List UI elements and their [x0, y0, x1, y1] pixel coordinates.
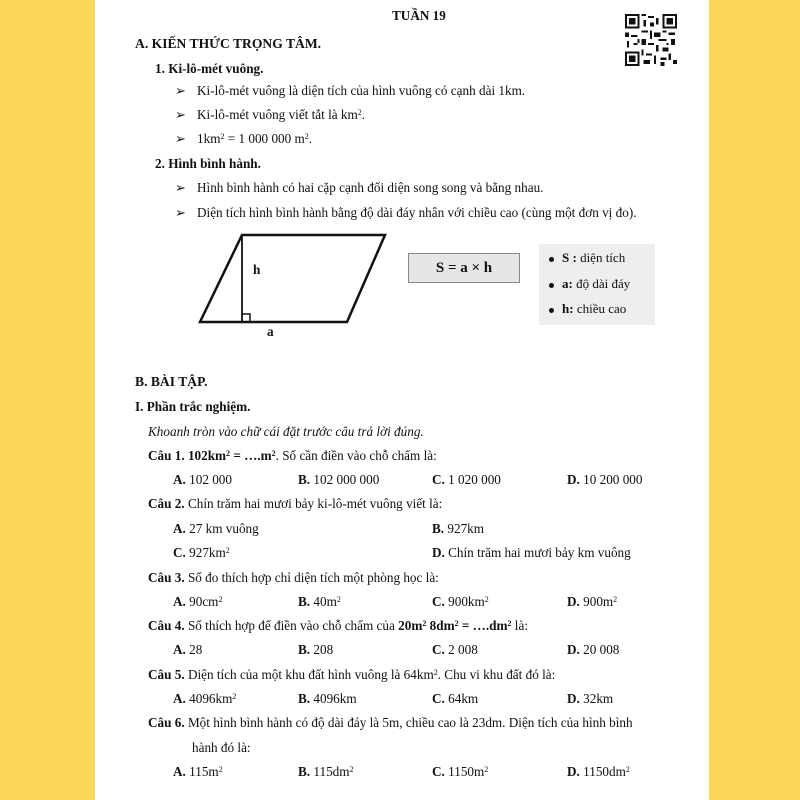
bullet-dot-icon	[549, 308, 554, 313]
height-label: h	[253, 262, 261, 277]
arrow-bullet-icon: ➢	[175, 83, 186, 98]
part-i-title: I. Phần trắc nghiệm.	[135, 399, 251, 414]
question-6: Câu 6. Một hình bình hành có độ dài đáy là 5m, chiều cao là 23dm. Diện tích của hình bình	[148, 715, 633, 730]
arrow-bullet-icon: ➢	[175, 205, 186, 220]
arrow-bullet-icon: ➢	[175, 180, 186, 195]
bullet-parallelogram-area: Diện tích hình bình hành bằng độ dài đáy nhân với chiều cao (cùng một đơn vị đo).	[197, 205, 637, 220]
q5-option-b[interactable]: B. 4096km	[298, 691, 357, 706]
bullet-km2-abbreviation: Ki-lô-mét vuông viết tắt là $km^2$.	[197, 107, 366, 122]
q6-option-a[interactable]: A. $115m^2$	[173, 764, 223, 779]
legend-item-a: a: độ dài đáy	[549, 276, 630, 292]
legend-item-h: h: chiều cao	[549, 301, 626, 317]
q5-option-d[interactable]: D. 32km	[567, 691, 614, 706]
legend-item-s: S : diện tích	[549, 250, 625, 266]
q5-option-c[interactable]: C. 64km	[432, 691, 479, 706]
q2-option-a[interactable]: A. 27 km vuông	[173, 521, 259, 536]
q4-option-d[interactable]: D. 20 008	[567, 642, 620, 657]
bullet-dot-icon	[549, 283, 554, 288]
arrow-bullet-icon: ➢	[175, 131, 186, 146]
q5-option-a[interactable]: A. $4096km^2$	[173, 691, 237, 706]
question-4: Câu 4. Số thích hợp để điền vào chỗ chấm của $20m^2$ $8dm^2$ = $\dots.dm^2$ là:	[148, 618, 528, 633]
q1-option-d[interactable]: D. 10 200 000	[567, 472, 643, 487]
subsection-2-title: 2. Hình bình hành.	[155, 156, 261, 171]
subsection-1-title: 1. Ki-lô-mét vuông.	[155, 61, 264, 76]
week-title: TUẦN 19	[392, 8, 446, 23]
q3-option-b[interactable]: B. $40m^2$	[298, 594, 341, 609]
section-a-title: A. KIẾN THỨC TRỌNG TÂM.	[135, 36, 322, 51]
q2-option-c[interactable]: C. $927km^2$	[173, 545, 230, 560]
q3-option-a[interactable]: A. $90cm^2$	[173, 594, 223, 609]
q3-option-d[interactable]: D. $900m^2$	[567, 594, 618, 609]
question-3: Câu 3. Số đo thích hợp chỉ diện tích một phòng học là:	[148, 570, 439, 585]
q4-option-b[interactable]: B. 208	[298, 642, 334, 657]
q4-option-a[interactable]: A. 28	[173, 642, 203, 657]
q6-option-d[interactable]: D. $1150dm^2$	[567, 764, 630, 779]
formula-legend	[539, 244, 655, 325]
bullet-dot-icon	[549, 257, 554, 262]
area-formula-box: S = a × h	[408, 253, 520, 283]
question-5: Câu 5. Diện tích của một khu đất hình vuông là $64km^2$. Chu vi khu đất đó là:	[148, 667, 556, 682]
question-6-continued: hành đó là:	[192, 740, 251, 755]
q3-option-c[interactable]: C. $900km^2$	[432, 594, 489, 609]
q6-option-b[interactable]: B. $115dm^2$	[298, 764, 354, 779]
q6-option-c[interactable]: C. $1150m^2$	[432, 764, 489, 779]
q1-option-c[interactable]: C. 1 020 000	[432, 472, 501, 487]
qr-code	[625, 14, 677, 66]
bullet-km2-definition: Ki-lô-mét vuông là diện tích của hình vuông có cạnh dài 1km.	[197, 83, 526, 98]
q1-option-a[interactable]: A. 102 000	[173, 472, 232, 487]
bullet-km2-conversion: $1km^2 = 1$ 000 000 $m^2$.	[197, 131, 313, 146]
section-b-title: B. BÀI TẬP.	[135, 374, 208, 389]
bullet-parallelogram-definition: Hình bình hành có hai cặp cạnh đối diện song song và bằng nhau.	[197, 180, 544, 195]
question-2: Câu 2. Chín trăm hai mươi bảy ki-lô-mét vuông viết là:	[148, 496, 443, 511]
arrow-bullet-icon: ➢	[175, 107, 186, 122]
q1-option-b[interactable]: B. 102 000 000	[298, 472, 380, 487]
q2-option-b[interactable]: B. 927km	[432, 521, 485, 536]
q2-option-d[interactable]: D. Chín trăm hai mươi bảy km vuông	[432, 545, 631, 560]
base-label: a	[267, 324, 274, 339]
instruction-text: Khoanh tròn vào chữ cái đặt trước câu trả lời đúng.	[148, 424, 424, 439]
question-1: Câu 1. $102km^2$ = $\dots.m^2$. Số cần điền vào chỗ chấm là:	[148, 448, 437, 463]
worksheet-page	[95, 0, 709, 800]
q4-option-c[interactable]: C. 2 008	[432, 642, 478, 657]
parallelogram-figure	[195, 230, 395, 340]
